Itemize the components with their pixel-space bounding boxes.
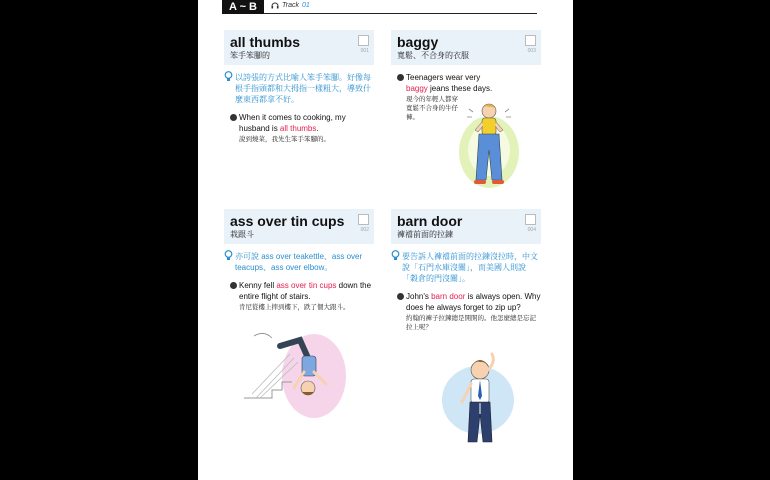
section-label: A ~ B	[222, 0, 264, 14]
entry-title: ass over tin cups	[230, 213, 345, 229]
example-highlight: ass over tin cups	[276, 281, 337, 290]
entry-subtitle: 笨手笨腳的	[230, 51, 270, 60]
usage-note	[391, 251, 541, 284]
lightbulb-icon	[224, 250, 233, 261]
usage-note	[224, 251, 374, 273]
track-label: Track	[282, 2, 299, 9]
example-text: Kenny fell	[239, 281, 277, 290]
entry-subtitle: 褲襠前面的拉鍊	[397, 230, 453, 239]
entry-subtitle: 寬鬆、不合身的衣服	[397, 51, 469, 60]
example-sentence	[391, 292, 541, 332]
entry-title-band	[391, 30, 541, 65]
example-bullet-icon	[230, 114, 237, 121]
example-text: When it comes to cooking, my husband is	[239, 113, 346, 133]
checkbox-icon[interactable]	[525, 35, 536, 46]
entry-card-barn-door	[391, 209, 541, 332]
example-text-end: .	[316, 123, 319, 133]
entry-number: 003	[527, 48, 536, 54]
usage-note-text: 以誇張的方式比喻人笨手笨腳。好像每根手指頭都和大拇指一樣粗大，導致什麼東西都拿不好。	[235, 73, 371, 104]
entry-title: baggy	[397, 34, 439, 50]
example-highlight: baggy	[406, 83, 428, 93]
entry-card-all-thumbs	[224, 30, 374, 144]
example-translation: 現今的年輕人都穿寬鬆不合身的牛仔褲。	[406, 96, 458, 121]
example-translation: 說到燒菜，我先生笨手笨腳的。	[239, 136, 330, 143]
headphones-icon	[271, 2, 279, 9]
example-bullet-icon	[397, 74, 404, 81]
track-number: 01	[301, 2, 310, 9]
open-zipper-illustration	[438, 352, 518, 444]
checkbox-icon[interactable]	[358, 35, 369, 46]
example-text-end: down the entire flight of stairs.	[239, 281, 372, 301]
checkbox-icon[interactable]	[358, 214, 369, 225]
entry-title-band	[391, 209, 541, 244]
example-text: John's	[406, 292, 432, 301]
lightbulb-icon	[391, 250, 400, 261]
falling-down-stairs-illustration	[242, 328, 352, 420]
example-translation: 約翰的褲子拉鍊總是開開的。他怎麼總是忘記拉上呢？	[406, 315, 536, 331]
entry-title: all thumbs	[230, 34, 301, 50]
example-translation: 肯尼從樓上摔到樓下，跌了個大跟斗。	[239, 304, 350, 311]
entry-subtitle: 栽跟斗	[230, 230, 254, 239]
entry-title-band	[224, 30, 374, 65]
usage-note-text: 要告訴人褲襠前面的拉鍊沒拉時，中文說「石門水庫沒關」，而美國人則說「穀倉的門沒關」。	[402, 252, 538, 283]
usage-note-text: 亦可說 ass over teakettle、ass over teacups、ass over elbow。	[235, 252, 363, 272]
entry-title: barn door	[397, 213, 463, 229]
example-text-end: jeans these days.	[427, 83, 493, 93]
example-bullet-icon	[397, 293, 404, 300]
header-rule	[264, 13, 537, 14]
example-text: Teenagers wear very	[406, 73, 481, 82]
checkbox-icon[interactable]	[525, 214, 536, 225]
entry-card-ass-over-tin-cups	[224, 209, 374, 312]
example-text-end: is always open. Why does he always forget to zip up?	[406, 292, 541, 312]
entry-number: 002	[360, 227, 369, 233]
entry-title-band	[224, 209, 374, 244]
example-highlight: all thumbs	[279, 123, 317, 133]
example-sentence	[224, 113, 374, 144]
entry-number: 001	[360, 48, 369, 54]
baggy-jeans-illustration	[451, 100, 521, 192]
book-page	[198, 0, 573, 480]
track-indicator[interactable]	[271, 2, 310, 9]
example-highlight: barn door	[431, 292, 466, 301]
usage-note	[224, 72, 374, 105]
example-bullet-icon	[230, 282, 237, 289]
lightbulb-icon	[224, 71, 233, 82]
entry-number: 004	[527, 227, 536, 233]
example-sentence	[224, 281, 374, 312]
